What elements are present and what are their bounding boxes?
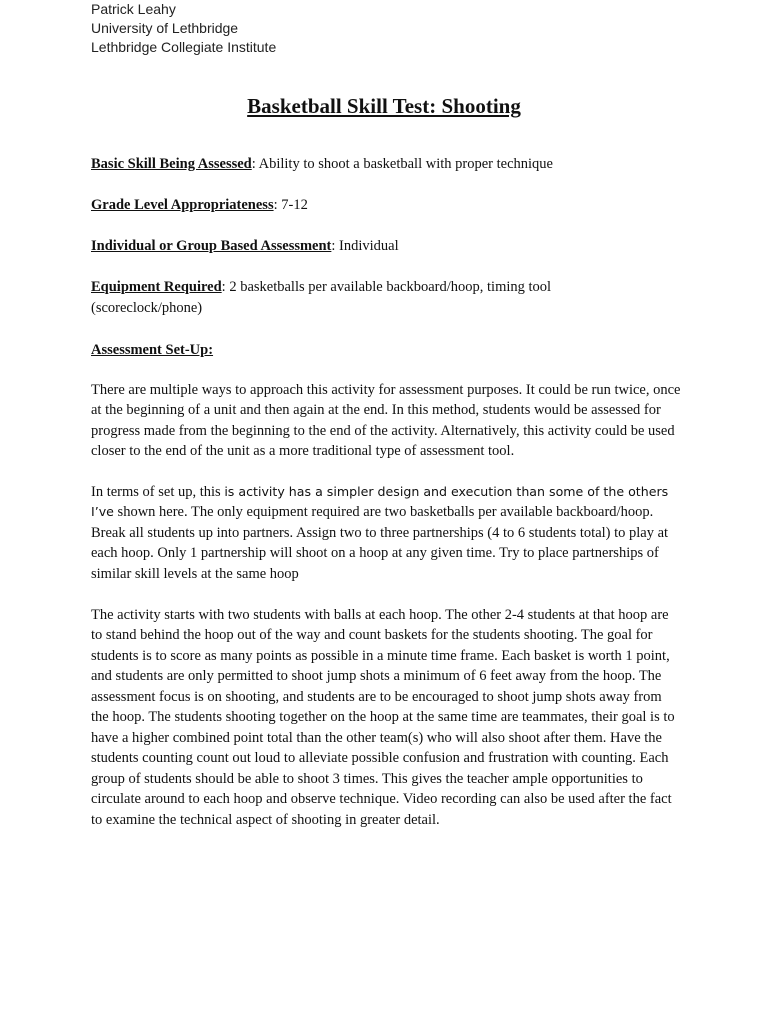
field-basic-skill bbox=[91, 154, 681, 175]
field-value: : 2 basketballs per available backboard/hoop, timing tool (scoreclock/phone) bbox=[91, 279, 552, 316]
field-equipment bbox=[91, 277, 591, 318]
field-label: Basic Skill Being Assessed bbox=[91, 156, 252, 172]
field-value: : 7-12 bbox=[273, 197, 308, 213]
field-label: Equipment Required bbox=[91, 279, 222, 295]
document-header bbox=[91, 0, 276, 57]
setup-heading: Assessment Set-Up: bbox=[91, 342, 214, 358]
field-value: : Ability to shoot a basketball with proper technique bbox=[251, 156, 553, 172]
paragraph-setup bbox=[91, 482, 681, 584]
paragraph-text-sans: is activity has a simpler design and execution than some of the others I’ve bbox=[91, 484, 669, 520]
field-assessment-type bbox=[91, 236, 681, 257]
paragraph-approach: There are multiple ways to approach this activity for assessment purposes. It could be run twice, once at the beginning of a unit and then again at the end. In this method, students would be assessed for progress made from the beginning to the end of the activity. Alternatively, this activity could be used closer to the end of the unit as a more traditional type of assessment tool. bbox=[91, 382, 681, 460]
field-label: Grade Level Appropriateness bbox=[91, 197, 274, 213]
paragraph-text: In terms of set up, this bbox=[91, 484, 225, 500]
paragraph-text: shown here. The only equipment required are two basketballs per available backboard/hoop. Break all students up into partners. Assign two to three partnerships (4 to 6 students total) to play at each hoop. Only 1 partnership will shoot on a hoop at any given time. Try to place partnerships of similar skill levels at the same hoop bbox=[91, 504, 669, 582]
document-title: Basketball Skill Test: Shooting bbox=[247, 94, 521, 118]
paragraph-activity: The activity starts with two students with balls at each hoop. The other 2-4 students at that hoop are to stand behind the hoop out of the way and count baskets for the students shooting. The goal for students is to score as many points as possible in a minute time frame. Each basket is worth 1 point, and students are only permitted to shoot jump shots a minimum of 6 feet away from the hoop. The assessment focus is on shooting, and students are to be encouraged to shoot jump shots away from the hoop. The students shooting together on the hoop at the same time are teammates, their goal is to have a higher combined point total than the other team(s) who will also shoot after them. Have the students counting count out loud to alleviate possible confusion and frustration with counting. Each group of students should be able to shoot 3 times. This gives the teacher ample opportunities to circulate around to each hoop and observe technique. Video recording can also be used after the fact to examine the technical aspect of shooting in greater detail. bbox=[91, 607, 675, 828]
school-name: Lethbridge Collegiate Institute bbox=[91, 39, 277, 55]
field-label: Individual or Group Based Assessment bbox=[91, 238, 332, 254]
field-value: : Individual bbox=[331, 238, 399, 254]
university-name: University of Lethbridge bbox=[91, 20, 239, 36]
author-name: Patrick Leahy bbox=[91, 1, 176, 17]
field-grade-level bbox=[91, 195, 681, 216]
